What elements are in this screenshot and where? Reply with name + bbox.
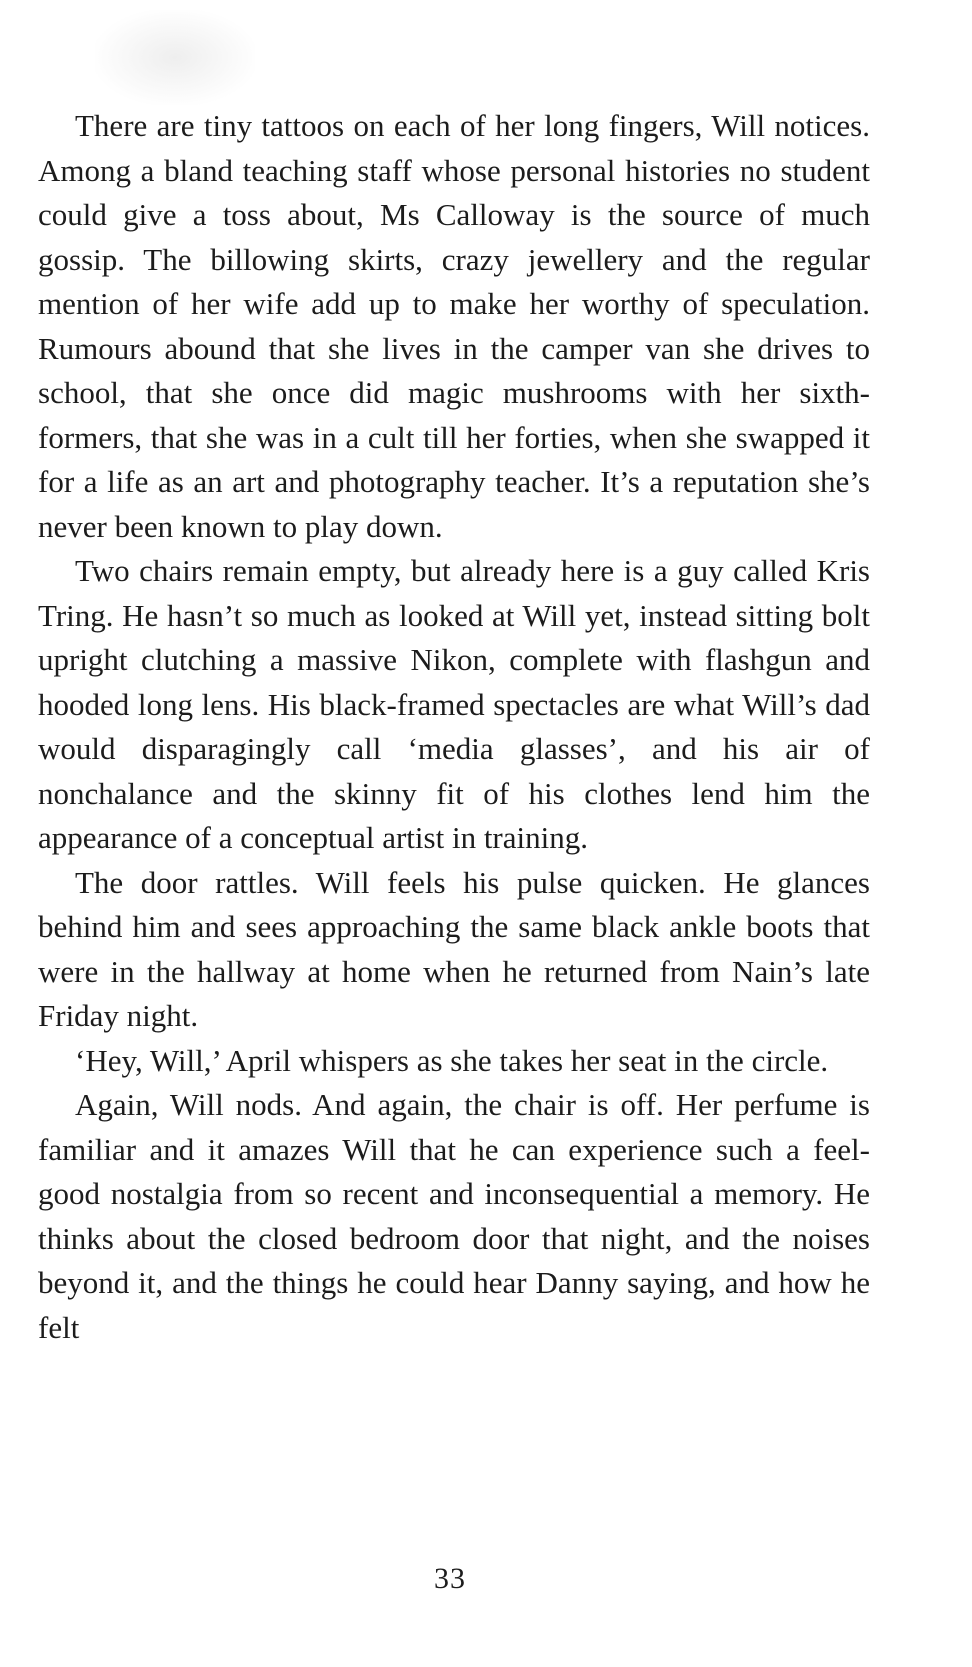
paragraph: Two chairs remain empty, but already here is a guy called Kris Tring. He hasn’t so much as looked at Will yet, instead sitting bolt upright clutching a massive Nikon, complete with flashgun and hooded long lens. His black-framed spectacles are what Will’s dad would disparagingly call ‘media glasses’, and his air of nonchalance and the skinny fit of his clothes lend him the appearance of a conceptual artist in training. [38,553,870,855]
paragraph: ‘Hey, Will,’ April whispers as she takes her seat in the circle. [75,1042,829,1078]
paragraph: There are tiny tattoos on each of her long fingers, Will notices. Among a bland teaching staff whose personal histories no student could give a toss about, Ms Calloway is the source of much gossip. The billowing skirts, crazy jewellery and the regular mention of her wife add up to make her worthy of speculation. Rumours abound that she lives in the camper van she drives to school, that she once did magic mushrooms with her sixth-formers, that she was in a cult till her forties, when she swapped it for a life as an art and photography teacher. It’s a reputation she’s never been known to play down. [38,108,870,544]
paragraph: The door rattles. Will feels his pulse quicken. He glances behind him and sees approaching the same black ankle boots that were in the hallway at home when he returned from Nain’s late Friday night. [38,864,870,1033]
page-number: 33 [434,1562,466,1595]
paragraph: Again, Will nods. And again, the chair is off. Her perfume is familiar and it amazes Will that he can experience such a feel-good nostalgia from so recent and inconsequential a memory. He thinks about the closed bedroom door that night, and the noises beyond it, and the things he could hear Danny saying, and how he felt [38,1087,870,1345]
body-text [38,104,870,1350]
scan-smudge [95,10,255,105]
